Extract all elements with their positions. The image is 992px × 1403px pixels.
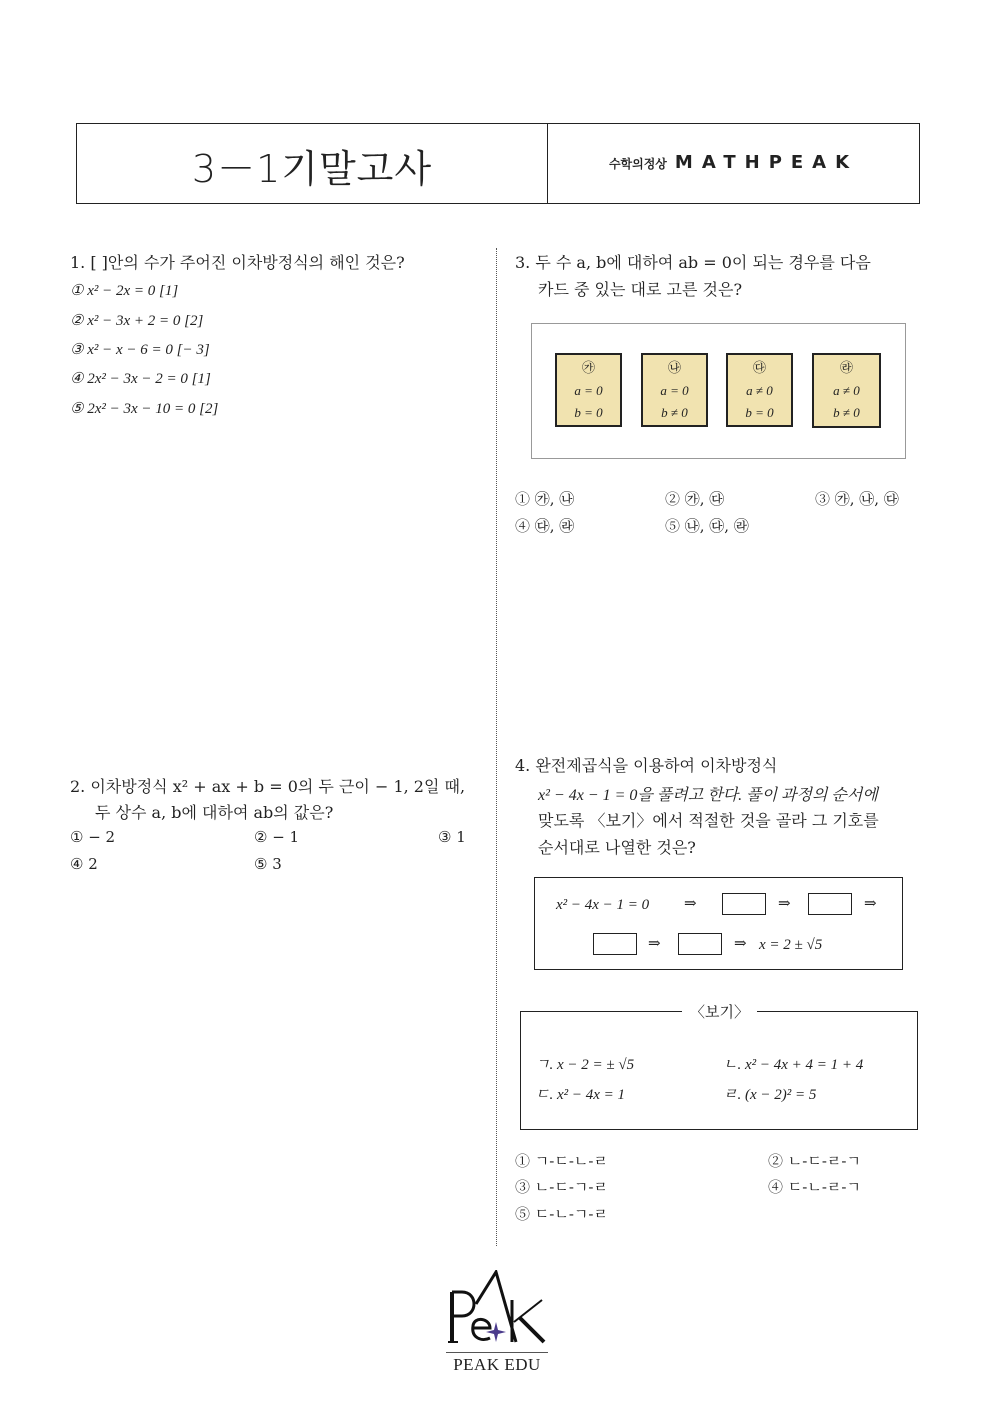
card-line: b = 0 bbox=[745, 405, 774, 420]
q2-choice-1[interactable]: ① − 2 bbox=[70, 828, 116, 846]
arrow-icon: ⇒ bbox=[648, 934, 661, 952]
q4-choice-1[interactable]: ① ㄱ-ㄷ-ㄴ-ㄹ bbox=[515, 1152, 608, 1170]
exam-header bbox=[76, 123, 920, 204]
card-line: b = 0 bbox=[574, 405, 603, 420]
peak-edu-logo bbox=[446, 1270, 548, 1374]
q1-choice-2[interactable]: ② x² − 3x + 2 = 0 [2] bbox=[70, 313, 204, 329]
card-label: ㉮ bbox=[581, 361, 595, 376]
card-ra bbox=[812, 353, 881, 428]
q3-choice-3[interactable]: ③ ㉮, ㉯, ㉰ bbox=[815, 490, 899, 508]
q2-choice-2[interactable]: ② − 1 bbox=[254, 828, 300, 846]
bogi-item-nieun: ㄴ. x² − 4x + 4 = 1 + 4 bbox=[723, 1057, 864, 1073]
card-line: a ≠ 0 bbox=[746, 383, 773, 398]
brand-name: MATHPEAK bbox=[674, 152, 859, 173]
card-label: ㉯ bbox=[667, 361, 681, 376]
q2-choice-3[interactable]: ③ 1 bbox=[438, 828, 466, 846]
arrow-icon: ⇒ bbox=[684, 894, 697, 912]
q4-stem-line4: 순서대로 나열한 것은? bbox=[538, 838, 696, 857]
q2-choice-5[interactable]: ⑤ 3 bbox=[254, 855, 282, 873]
q2-choice-4[interactable]: ④ 2 bbox=[70, 855, 98, 873]
card-line: b ≠ 0 bbox=[661, 405, 688, 420]
brand-subtitle: 수학의정상 bbox=[608, 157, 667, 171]
q3-choice-5[interactable]: ⑤ ㉯, ㉰, ㉱ bbox=[665, 517, 749, 535]
card-line: b ≠ 0 bbox=[833, 405, 860, 420]
card-line: a = 0 bbox=[660, 383, 689, 398]
q1-choice-5[interactable]: ⑤ 2x² − 3x − 10 = 0 [2] bbox=[70, 401, 219, 417]
q4-choice-5[interactable]: ⑤ ㄷ-ㄴ-ㄱ-ㄹ bbox=[515, 1205, 608, 1223]
q1-stem: 1. [ ]안의 수가 주어진 이차방정식의 해인 것은? bbox=[70, 253, 405, 272]
blank-box bbox=[593, 933, 637, 955]
flow-end: x = 2 ± √5 bbox=[759, 937, 823, 953]
q4-choice-3[interactable]: ③ ㄴ-ㄷ-ㄱ-ㄹ bbox=[515, 1178, 608, 1196]
q4-choice-4[interactable]: ④ ㄷ-ㄴ-ㄹ-ㄱ bbox=[768, 1178, 861, 1196]
blank-box bbox=[808, 893, 852, 915]
card-na bbox=[641, 353, 708, 427]
q3-choice-1[interactable]: ① ㉮, ㉯ bbox=[515, 490, 575, 508]
q1-choice-4[interactable]: ④ 2x² − 3x − 2 = 0 [1] bbox=[70, 371, 211, 387]
q2-stem-line2: 두 상수 a, b에 대하여 ab의 값은? bbox=[95, 803, 334, 822]
q4-choice-2[interactable]: ② ㄴ-ㄷ-ㄹ-ㄱ bbox=[768, 1152, 861, 1170]
blank-box bbox=[722, 893, 766, 915]
card-ga bbox=[555, 353, 622, 427]
column-divider bbox=[496, 248, 497, 1246]
solution-flow-box bbox=[534, 877, 903, 970]
card-label: ㉱ bbox=[839, 361, 853, 376]
card-label: ㉰ bbox=[752, 361, 766, 376]
bogi-item-giyeok: ㄱ. x − 2 = ± √5 bbox=[535, 1057, 635, 1073]
q4-stem-line2: x² − 4x − 1 = 0을 풀려고 한다. 풀이 과정의 순서에 bbox=[538, 787, 878, 804]
card-line: a = 0 bbox=[574, 383, 603, 398]
exam-title: 3－1기말고사 bbox=[191, 147, 433, 191]
arrow-icon: ⇒ bbox=[734, 934, 747, 952]
bogi-title: 〈보기〉 bbox=[682, 1001, 757, 1022]
brand-footer: PEAK EDU bbox=[453, 1355, 541, 1374]
q4-stem-line1: 4. 완전제곱식을 이용하여 이차방정식 bbox=[515, 756, 778, 775]
q3-stem-line1: 3. 두 수 a, b에 대하여 ab = 0이 되는 경우를 다음 bbox=[515, 253, 871, 272]
q3-choice-4[interactable]: ④ ㉰, ㉱ bbox=[515, 517, 575, 535]
arrow-icon: ⇒ bbox=[778, 894, 791, 912]
q3-stem-line2: 카드 중 있는 대로 고른 것은? bbox=[538, 280, 743, 299]
brand bbox=[548, 152, 919, 173]
peak-logo-mark-icon bbox=[446, 1270, 548, 1346]
blank-box bbox=[678, 933, 722, 955]
card-da bbox=[726, 353, 793, 427]
q4-stem-line3: 맞도록 〈보기〉에서 적절한 것을 골라 그 기호를 bbox=[538, 811, 879, 830]
q1-choice-3[interactable]: ③ x² − x − 6 = 0 [− 3] bbox=[70, 342, 210, 358]
bogi-item-rieul: ㄹ. (x − 2)² = 5 bbox=[723, 1087, 817, 1103]
arrow-icon: ⇒ bbox=[864, 894, 877, 912]
q1-choice-1[interactable]: ① x² − 2x = 0 [1] bbox=[70, 283, 179, 299]
q3-choice-2[interactable]: ② ㉮, ㉰ bbox=[665, 490, 725, 508]
flow-start: x² − 4x − 1 = 0 bbox=[556, 897, 650, 913]
bogi-item-digeut: ㄷ. x² − 4x = 1 bbox=[535, 1087, 626, 1103]
q2-stem-line1: 2. 이차방정식 x² + ax + b = 0의 두 근이 − 1, 2일 때, bbox=[70, 777, 466, 796]
card-line: a ≠ 0 bbox=[833, 383, 860, 398]
